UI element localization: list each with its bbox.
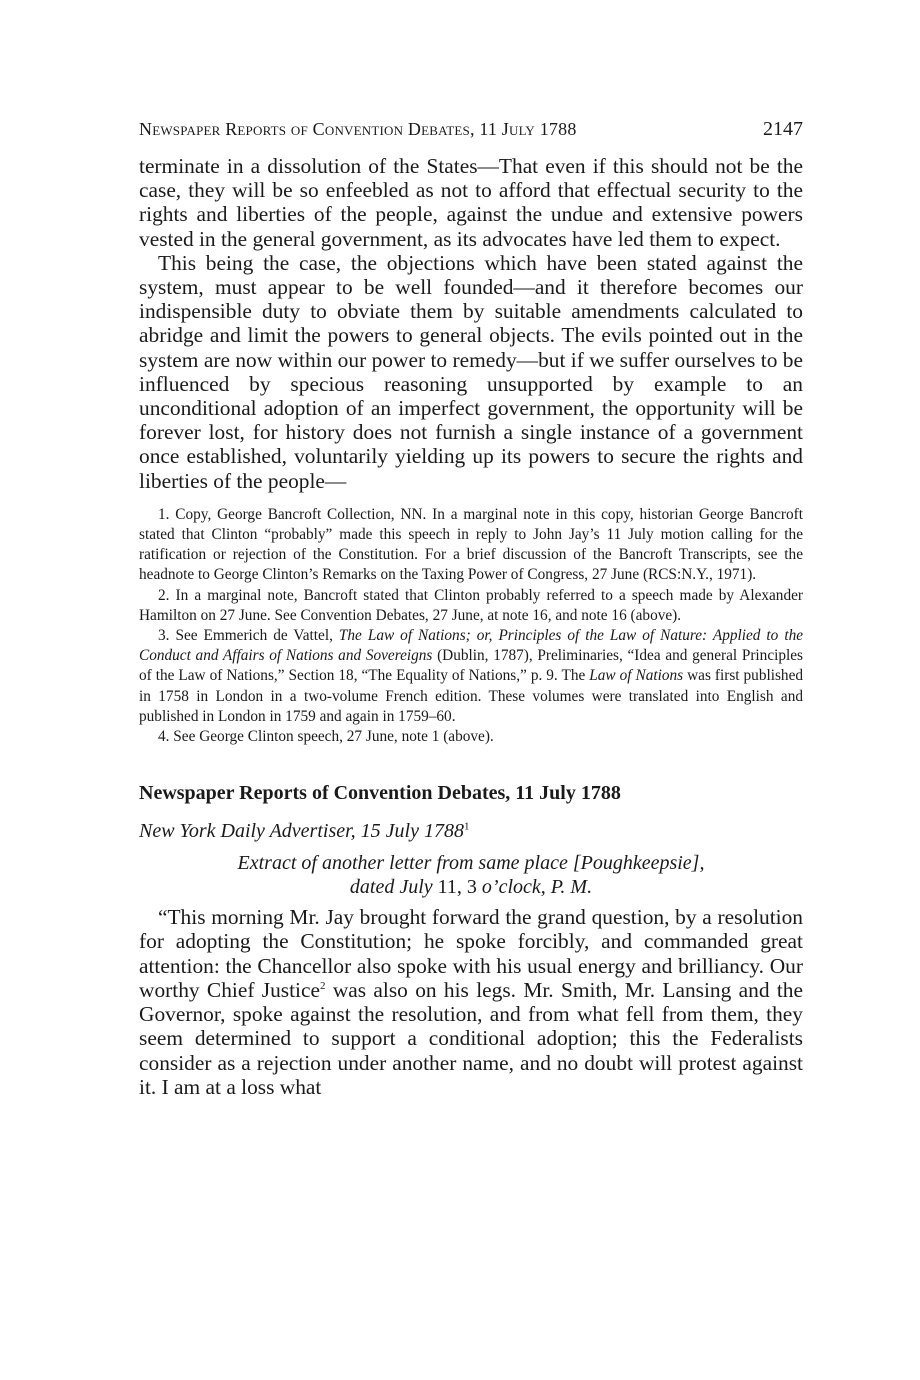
dateline [139,851,803,899]
footnote-3-title-vattel: The Law of Nations; or, Principles of the Law of Nature: Applied to the Conduct and Affairs of Nations and Sovereigns [139,627,804,665]
document-page [139,118,803,1099]
paragraph-objections: This being the case, the objections which have been stated against the system, must appear to be well founded—and it therefore becomes our indispensible duty to obviate them by suitable amendments calculated to abridge and limit the powers to general objects. The evils pointed out in the system are now within our power to remedy—but if we suffer ourselves to be influenced by specious reasoning unsupported by example to an unconditional adoption of an imperfect government, the opportunity will be forever lost, for history does not furnish a single instance of a government once established, voluntarily yielding up its powers to secure the rights and liberties of the people— [139,250,803,493]
letter-text-a: “This morning Mr. Jay brought forward the grand question, by a resolution for adopting the Constitution; he spoke forcibly, and commanded great attention: the Chancellor also spoke with his usual energy and brilliancy. Our worthy Chief Justice [139,905,803,1002]
section-title: Newspaper Reports of Convention Debates, 11 July 1788 [139,782,621,805]
letter-text-b: was also on his legs. Mr. Smith, Mr. Lansing and the Governor, spoke against the resolution, and from what fell from them, they seem determined to support a conditional adoption; this the Federalists consider as a rejection under another name, and no doubt will protest against it. I am at a loss what [139,977,803,1099]
footnote-1: 1. Copy, George Bancroft Collection, NN. In a marginal note in this copy, historian George Bancroft stated that Clinton “probably” made this speech in reply to John Jay’s 11 July motion calling for the ratification or rejection of the Constitution. For a brief discussion of the Bancroft Transcripts, see the headnote to George Clinton’s Remarks on the Taxing Power of Congress, 27 June (RCS:N.Y., 1971). [139,505,803,584]
footnotes [139,505,803,747]
footnote-3-text-c: was first published in 1758 in London in a two-volume French edition. These volumes were translated into English and published in London in 1759 and again in 1759–60. [139,667,804,725]
dateline-line1: Extract of another letter from same place [Poughkeepsie], [237,852,705,875]
source-line [139,819,803,843]
paragraph-continued: terminate in a dissolution of the States—That even if this should not be the case, they will be so enfeebled as not to afford that effectual security to the rights and liberties of the people, against the undue and extensive powers vested in the general government, as its advocates have led them to expect. [139,154,803,251]
dateline-clock: o’clock, P. M. [481,876,593,899]
footnote-4: 4. See George Clinton speech, 27 June, note 1 (above). [158,728,494,746]
footnote-3-title-law: Law of Nations [589,667,684,685]
letter-note-ref: 2 [320,979,326,992]
dateline-time: 11, 3 [432,876,482,899]
source-note-ref: 1 [463,820,470,833]
footnote-3-text-a: 3. See Emmerich de Vattel, [158,627,339,645]
footnote-3 [139,626,803,727]
dateline-dated: dated July [349,876,433,899]
footnote-2: 2. In a marginal note, Bancroft stated that Clinton probably referred to a speech made by Alexander Hamilton on 27 June. See Convention Debates, 27 June, at note 16, and note 16 (above). [139,586,803,624]
running-head: Newspaper Reports of Convention Debates, 11 July 1788 [139,119,577,139]
page-number: 2147 [763,118,803,140]
page-header [139,118,803,154]
source-name: New York Daily Advertiser, 15 July 1788 [139,820,464,843]
letter-extract [139,905,803,1099]
footnote-3-text-b: (Dublin, 1787), Preliminaries, “Idea and general Principles of the Law of Nations,” Section 18, “The Equality of Nations,” p. 9. The [139,647,803,685]
